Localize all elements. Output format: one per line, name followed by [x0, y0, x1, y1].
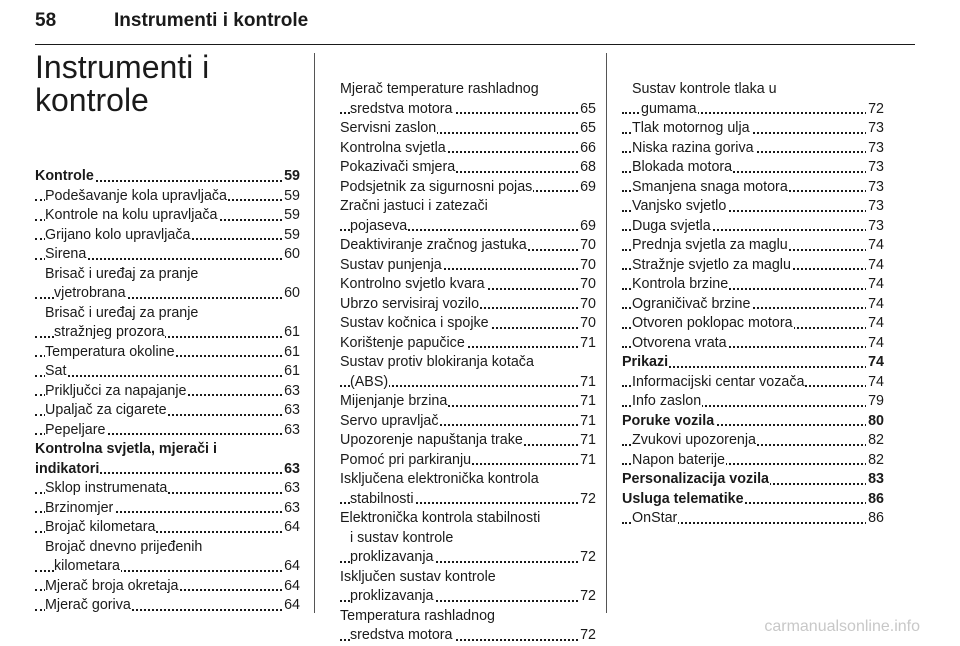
toc-entry-label: Sirena [45, 245, 87, 265]
toc-entry[interactable] [622, 490, 884, 510]
toc-entry[interactable] [340, 392, 596, 412]
toc-entry-label: Personalizacija vozila [622, 470, 770, 490]
toc-entry-page: 86 [866, 490, 884, 510]
toc-entry[interactable] [622, 392, 884, 412]
toc-entry-page: 73 [866, 139, 884, 159]
toc-entry-page: 61 [282, 323, 300, 343]
toc-entry-label: Kontrolna svjetla [340, 139, 447, 159]
toc-entry[interactable] [340, 548, 596, 568]
toc-entry[interactable] [340, 626, 596, 646]
toc-entry-page: 70 [578, 314, 596, 334]
toc-entry[interactable] [340, 373, 596, 393]
toc-entry-page: 73 [866, 158, 884, 178]
toc-entry[interactable] [340, 295, 596, 315]
toc-entry[interactable] [35, 323, 300, 343]
toc-entry[interactable] [340, 80, 596, 100]
toc-entry[interactable] [35, 284, 300, 304]
toc-entry-label: Kontrolno svjetlo kvara [340, 275, 486, 295]
toc-entry-page: 64 [282, 518, 300, 538]
toc-entry-page: 59 [282, 167, 300, 187]
toc-entry-page: 71 [578, 373, 596, 393]
toc-entry[interactable] [35, 440, 300, 460]
toc-entry-page: 74 [866, 295, 884, 315]
toc-entry-page: 74 [866, 256, 884, 276]
toc-entry-label: Temperatura rashladnog [340, 607, 496, 627]
toc-entry-label: proklizavanja [350, 548, 434, 568]
toc-entry[interactable] [35, 187, 300, 207]
toc-entry-label: Isključen sustav kontrole [340, 568, 497, 588]
toc-entry[interactable] [622, 353, 884, 373]
toc-entry-label: indikatori [35, 460, 100, 480]
toc-entry[interactable] [35, 577, 300, 597]
toc-entry-label: Tlak motornog ulja [632, 119, 751, 139]
toc-entry-label: Deaktiviranje zračnog jastuka [340, 236, 528, 256]
toc-entry[interactable] [35, 499, 300, 519]
toc-entry[interactable] [340, 178, 596, 198]
toc-entry[interactable] [622, 509, 884, 529]
toc-entry-label: Servisni zaslon [340, 119, 437, 139]
toc-entry[interactable] [340, 509, 596, 529]
toc-entry-page: 73 [866, 197, 884, 217]
toc-entry-label: Sustav kočnica i spojke [340, 314, 490, 334]
toc-entry[interactable] [622, 100, 884, 120]
toc-entry[interactable] [622, 373, 884, 393]
toc-entry-label: Brojač dnevno prijeđenih [45, 538, 203, 558]
section-title-line-2: kontrole [35, 82, 149, 118]
toc-entry-label: Priključci za napajanje [45, 382, 187, 402]
toc-entry[interactable] [35, 265, 300, 285]
toc-column-3 [622, 80, 884, 529]
toc-entry[interactable] [340, 529, 596, 549]
toc-entry-label: kilometara [54, 557, 121, 577]
toc-entry-page: 71 [578, 451, 596, 471]
toc-entry[interactable] [622, 470, 884, 490]
toc-entry-label: sredstva motora [350, 100, 454, 120]
toc-entry-label: Korištenje papučice [340, 334, 466, 354]
toc-entry[interactable] [35, 421, 300, 441]
toc-entry-label: Kontrole na kolu upravljača [45, 206, 218, 226]
toc-entry-page: 65 [578, 100, 596, 120]
toc-entry-page: 66 [578, 139, 596, 159]
toc-entry-label: Vanjsko svjetlo [632, 197, 727, 217]
toc-entry[interactable] [622, 217, 884, 237]
toc-entry-page: 60 [282, 284, 300, 304]
toc-entry[interactable] [340, 568, 596, 588]
toc-entry-page: 80 [866, 412, 884, 432]
toc-entry[interactable] [340, 139, 596, 159]
toc-entry-page: 82 [866, 431, 884, 451]
toc-entry-page: 71 [578, 412, 596, 432]
toc-entry-label: Otvoren poklopac motora [632, 314, 794, 334]
toc-entry-page: 73 [866, 217, 884, 237]
section-title-line-1: Instrumenti i [35, 49, 210, 85]
toc-entry-label: Brzinomjer [45, 499, 114, 519]
toc-column-2 [340, 80, 596, 646]
toc-entry[interactable] [340, 100, 596, 120]
toc-entry[interactable] [35, 226, 300, 246]
toc-entry[interactable] [340, 587, 596, 607]
toc-entry-label: Sustav protiv blokiranja kotača [340, 353, 535, 373]
toc-entry-label: Otvorena vrata [632, 334, 728, 354]
toc-entry-label: stabilnosti [350, 490, 415, 510]
toc-entry-page: 61 [282, 362, 300, 382]
toc-entry[interactable] [340, 431, 596, 451]
toc-entry-page: 63 [282, 499, 300, 519]
toc-entry-page: 64 [282, 557, 300, 577]
toc-entry[interactable] [35, 362, 300, 382]
toc-entry[interactable] [340, 275, 596, 295]
toc-entry-page: 63 [282, 401, 300, 421]
toc-entry-page: 63 [282, 479, 300, 499]
toc-entry[interactable] [340, 334, 596, 354]
toc-entry-page: 61 [282, 343, 300, 363]
toc-entry-page: 74 [866, 314, 884, 334]
toc-entry-page: 65 [578, 119, 596, 139]
toc-entry[interactable] [35, 538, 300, 558]
toc-entry[interactable] [340, 412, 596, 432]
toc-entry-label: Duga svjetla [632, 217, 712, 237]
toc-entry-page: 72 [578, 548, 596, 568]
toc-entry-page: 83 [866, 470, 884, 490]
toc-entry-page: 74 [866, 236, 884, 256]
toc-entry[interactable] [622, 139, 884, 159]
toc-entry-label: Mjerač temperature rashladnog [340, 80, 540, 100]
toc-entry-page: 59 [282, 206, 300, 226]
toc-entry[interactable] [35, 382, 300, 402]
toc-entry-label: Niska razina goriva [632, 139, 755, 159]
toc-entry-page: 64 [282, 596, 300, 616]
toc-entry-page: 63 [282, 421, 300, 441]
toc-entry-page: 63 [282, 460, 300, 480]
toc-entry-page: 73 [866, 119, 884, 139]
toc-entry[interactable] [340, 256, 596, 276]
toc-entry-page: 60 [282, 245, 300, 265]
toc-entry-page: 72 [578, 587, 596, 607]
toc-entry-label: Ubrzo servisiraj vozilo [340, 295, 480, 315]
toc-entry-page: 70 [578, 275, 596, 295]
toc-entry[interactable] [340, 353, 596, 373]
toc-entry-label: i sustav kontrole [350, 529, 454, 549]
toc-entry-page: 68 [578, 158, 596, 178]
toc-entry[interactable] [622, 412, 884, 432]
toc-entry[interactable] [340, 217, 596, 237]
toc-entry-page: 82 [866, 451, 884, 471]
toc-entry-label: Grijano kolo upravljača [45, 226, 191, 246]
toc-entry-label: pojaseva [350, 217, 408, 237]
toc-entry[interactable] [340, 314, 596, 334]
toc-entry[interactable] [622, 119, 884, 139]
toc-entry-label: gumama [641, 100, 698, 120]
toc-entry-label: Smanjena snaga motora [632, 178, 789, 198]
toc-entry-page: 69 [578, 178, 596, 198]
toc-entry-label: Brisač i uređaj za pranje [45, 265, 199, 285]
toc-entry-page: 59 [282, 187, 300, 207]
toc-entry[interactable] [622, 197, 884, 217]
toc-entry-label: Temperatura okoline [45, 343, 176, 363]
toc-entry-label: sredstva motora [350, 626, 454, 646]
toc-entry[interactable] [622, 275, 884, 295]
toc-entry-page: 72 [578, 626, 596, 646]
toc-entry[interactable] [622, 80, 884, 100]
toc-entry[interactable] [340, 607, 596, 627]
toc-entry-label: Kontrolna svjetla, mjerači i [35, 440, 218, 460]
toc-entry[interactable] [340, 158, 596, 178]
toc-entry[interactable] [340, 451, 596, 471]
header-title: Instrumenti i kontrole [114, 10, 309, 31]
toc-entry-page: 70 [578, 236, 596, 256]
toc-entry-label: Kontrola brzine [632, 275, 729, 295]
toc-entry-label: Zračni jastuci i zatezači [340, 197, 489, 217]
toc-entry-label: Mjerač goriva [45, 596, 132, 616]
toc-entry-label: Upozorenje napuštanja trake [340, 431, 524, 451]
toc-entry[interactable] [622, 431, 884, 451]
toc-column-1 [35, 167, 300, 616]
header-rule [35, 44, 915, 45]
toc-entry-page: 71 [578, 334, 596, 354]
toc-entry[interactable] [622, 158, 884, 178]
toc-entry[interactable] [35, 343, 300, 363]
toc-entry[interactable] [340, 490, 596, 510]
toc-entry-label: Kontrole [35, 167, 95, 187]
toc-entry-page: 64 [282, 577, 300, 597]
toc-entry[interactable] [622, 334, 884, 354]
toc-entry-page: 69 [578, 217, 596, 237]
toc-entry-page: 63 [282, 382, 300, 402]
toc-entry-page: 86 [866, 509, 884, 529]
toc-entry-label: Podešavanje kola upravljača [45, 187, 228, 207]
toc-entry[interactable] [622, 256, 884, 276]
toc-entry-label: Usluga telematike [622, 490, 745, 510]
toc-entry-label: Pepeljare [45, 421, 106, 441]
toc-entry-label: Stražnje svjetlo za maglu [632, 256, 792, 276]
toc-entry[interactable] [622, 314, 884, 334]
toc-entry-page: 73 [866, 178, 884, 198]
toc-entry[interactable] [35, 167, 300, 187]
toc-entry-page: 71 [578, 431, 596, 451]
toc-entry[interactable] [340, 197, 596, 217]
toc-entry-page: 71 [578, 392, 596, 412]
toc-entry[interactable] [35, 479, 300, 499]
toc-entry-label: Napon baterije [632, 451, 726, 471]
toc-entry-label: Sustav punjenja [340, 256, 443, 276]
toc-entry-label: OnStar [632, 509, 678, 529]
toc-entry-page: 74 [866, 334, 884, 354]
toc-entry-label: Elektronička kontrola stabilnosti [340, 509, 541, 529]
toc-entry-label: Mijenjanje brzina [340, 392, 448, 412]
toc-entry-label: Pokazivači smjera [340, 158, 456, 178]
toc-entry-label: Podsjetnik za sigurnosni pojas [340, 178, 533, 198]
toc-entry[interactable] [622, 451, 884, 471]
toc-entry[interactable] [35, 596, 300, 616]
toc-entry-page: 70 [578, 256, 596, 276]
toc-entry-label: Prikazi [622, 353, 669, 373]
toc-entry-label: vjetrobrana [54, 284, 127, 304]
toc-entry-label: Upaljač za cigarete [45, 401, 168, 421]
toc-entry-label: Servo upravljač [340, 412, 440, 432]
toc-entry[interactable] [622, 236, 884, 256]
section-title [35, 51, 209, 117]
toc-entry-label: Sustav kontrole tlaka u [632, 80, 778, 100]
toc-entry[interactable] [35, 518, 300, 538]
toc-entry-label: Zvukovi upozorenja [632, 431, 757, 451]
toc-entry-label: Sklop instrumenata [45, 479, 168, 499]
toc-entry-label: Brojač kilometara [45, 518, 156, 538]
toc-entry-page: 70 [578, 295, 596, 315]
toc-entry-label: Ograničivač brzine [632, 295, 751, 315]
toc-entry[interactable] [340, 470, 596, 490]
toc-entry-label: (ABS) [350, 373, 389, 393]
column-divider [606, 53, 607, 613]
toc-entry[interactable] [35, 557, 300, 577]
column-divider [314, 53, 315, 613]
toc-entry-label: Sat [45, 362, 67, 382]
toc-entry-label: Informacijski centar vozača [632, 373, 805, 393]
toc-entry[interactable] [622, 178, 884, 198]
toc-entry[interactable] [35, 206, 300, 226]
page-header [35, 4, 915, 44]
toc-entry[interactable] [35, 460, 300, 480]
toc-entry[interactable] [622, 295, 884, 315]
toc-entry[interactable] [340, 119, 596, 139]
toc-entry-page: 72 [866, 100, 884, 120]
toc-entry-page: 79 [866, 392, 884, 412]
toc-entry[interactable] [35, 304, 300, 324]
toc-entry-label: Mjerač broja okretaja [45, 577, 180, 597]
toc-entry[interactable] [340, 236, 596, 256]
toc-entry-label: Blokada motora [632, 158, 733, 178]
toc-entry-page: 59 [282, 226, 300, 246]
toc-entry-label: stražnjeg prozora [54, 323, 165, 343]
toc-entry-label: Pomoć pri parkiranju [340, 451, 472, 471]
toc-entry-label: Info zaslon [632, 392, 702, 412]
toc-entry-page: 74 [866, 353, 884, 373]
page-number: 58 [35, 10, 57, 31]
toc-entry-label: Brisač i uređaj za pranje [45, 304, 199, 324]
toc-entry-label: Isključena elektronička kontrola [340, 470, 540, 490]
toc-entry-label: Poruke vozila [622, 412, 715, 432]
watermark: carmanualsonline.info [764, 618, 920, 635]
toc-entry-page: 74 [866, 275, 884, 295]
toc-entry-label: Prednja svjetla za maglu [632, 236, 789, 256]
toc-entry[interactable] [35, 245, 300, 265]
toc-entry-page: 72 [578, 490, 596, 510]
toc-entry-page: 74 [866, 373, 884, 393]
toc-entry-label: proklizavanja [350, 587, 434, 607]
toc-entry[interactable] [35, 401, 300, 421]
